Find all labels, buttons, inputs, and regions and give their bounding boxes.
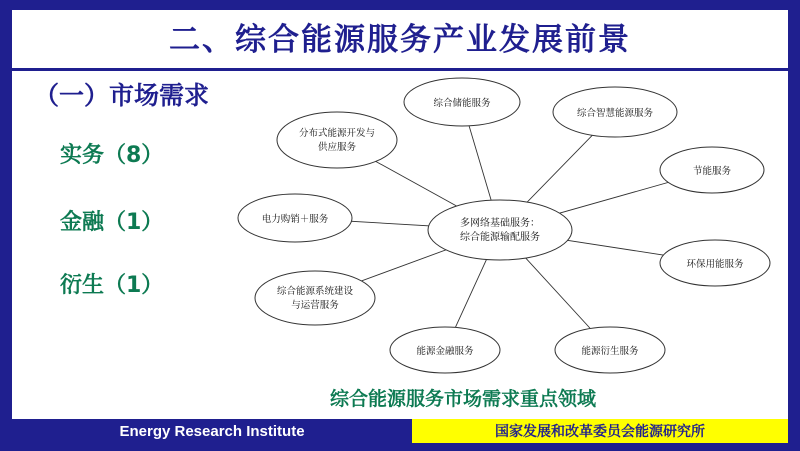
diagram-node-n2 — [404, 78, 520, 126]
frame-border-bottom — [0, 443, 800, 451]
diagram-node-n7 — [390, 327, 500, 373]
page-title: 二、综合能源服务产业发展前景 — [169, 22, 631, 58]
node-n1-label-line1: 分布式能源开发与 — [298, 128, 376, 139]
node-n2-label: 综合储能服务 — [433, 98, 491, 109]
title-band — [12, 10, 788, 68]
node-n6-label: 能源衍生服务 — [581, 346, 639, 357]
diagram-caption: 综合能源服务市场需求重点领域 — [330, 388, 597, 410]
node-n3-label: 综合智慧能源服务 — [576, 108, 654, 119]
diagram-node-center — [428, 200, 572, 260]
node-n4-label: 节能服务 — [692, 166, 732, 177]
left-item-1: 金融（1） — [60, 210, 164, 235]
diagram-node-n1 — [277, 112, 397, 168]
frame-border-left — [0, 0, 12, 451]
node-n8-label-line2: 与运营服务 — [291, 300, 339, 311]
node-n8-label-line1: 综合能源系统建设 — [276, 286, 354, 297]
hub-and-spoke-diagram — [225, 70, 785, 375]
diagram-node-n6 — [555, 327, 665, 373]
frame-border-top — [0, 0, 800, 10]
diagram-node-n9 — [238, 194, 352, 242]
diagram-node-n8 — [255, 271, 375, 325]
diagram-node-n3 — [553, 87, 677, 137]
footer-organization-label: 国家发展和改革委员会能源研究所 — [412, 419, 788, 443]
node-n5-label: 环保用能服务 — [686, 259, 744, 270]
diagram-node-n4 — [660, 147, 764, 193]
frame-border-right — [788, 0, 800, 451]
node-n7-label: 能源金融服务 — [416, 346, 474, 357]
footer-institute-label: Energy Research Institute — [12, 419, 412, 443]
center-label-line1: 多网络基础服务： — [460, 218, 540, 229]
left-item-0: 实务（8） — [60, 143, 164, 168]
diagram-node-n5 — [660, 240, 770, 286]
center-label-line2: 综合能源输配服务 — [460, 232, 540, 243]
node-n9-label: 电力购销＋服务 — [261, 214, 329, 225]
section-subheading: （一）市场需求 — [34, 81, 210, 110]
left-item-2: 衍生（1） — [60, 273, 164, 298]
node-n1-label-line2: 供应服务 — [317, 142, 357, 153]
